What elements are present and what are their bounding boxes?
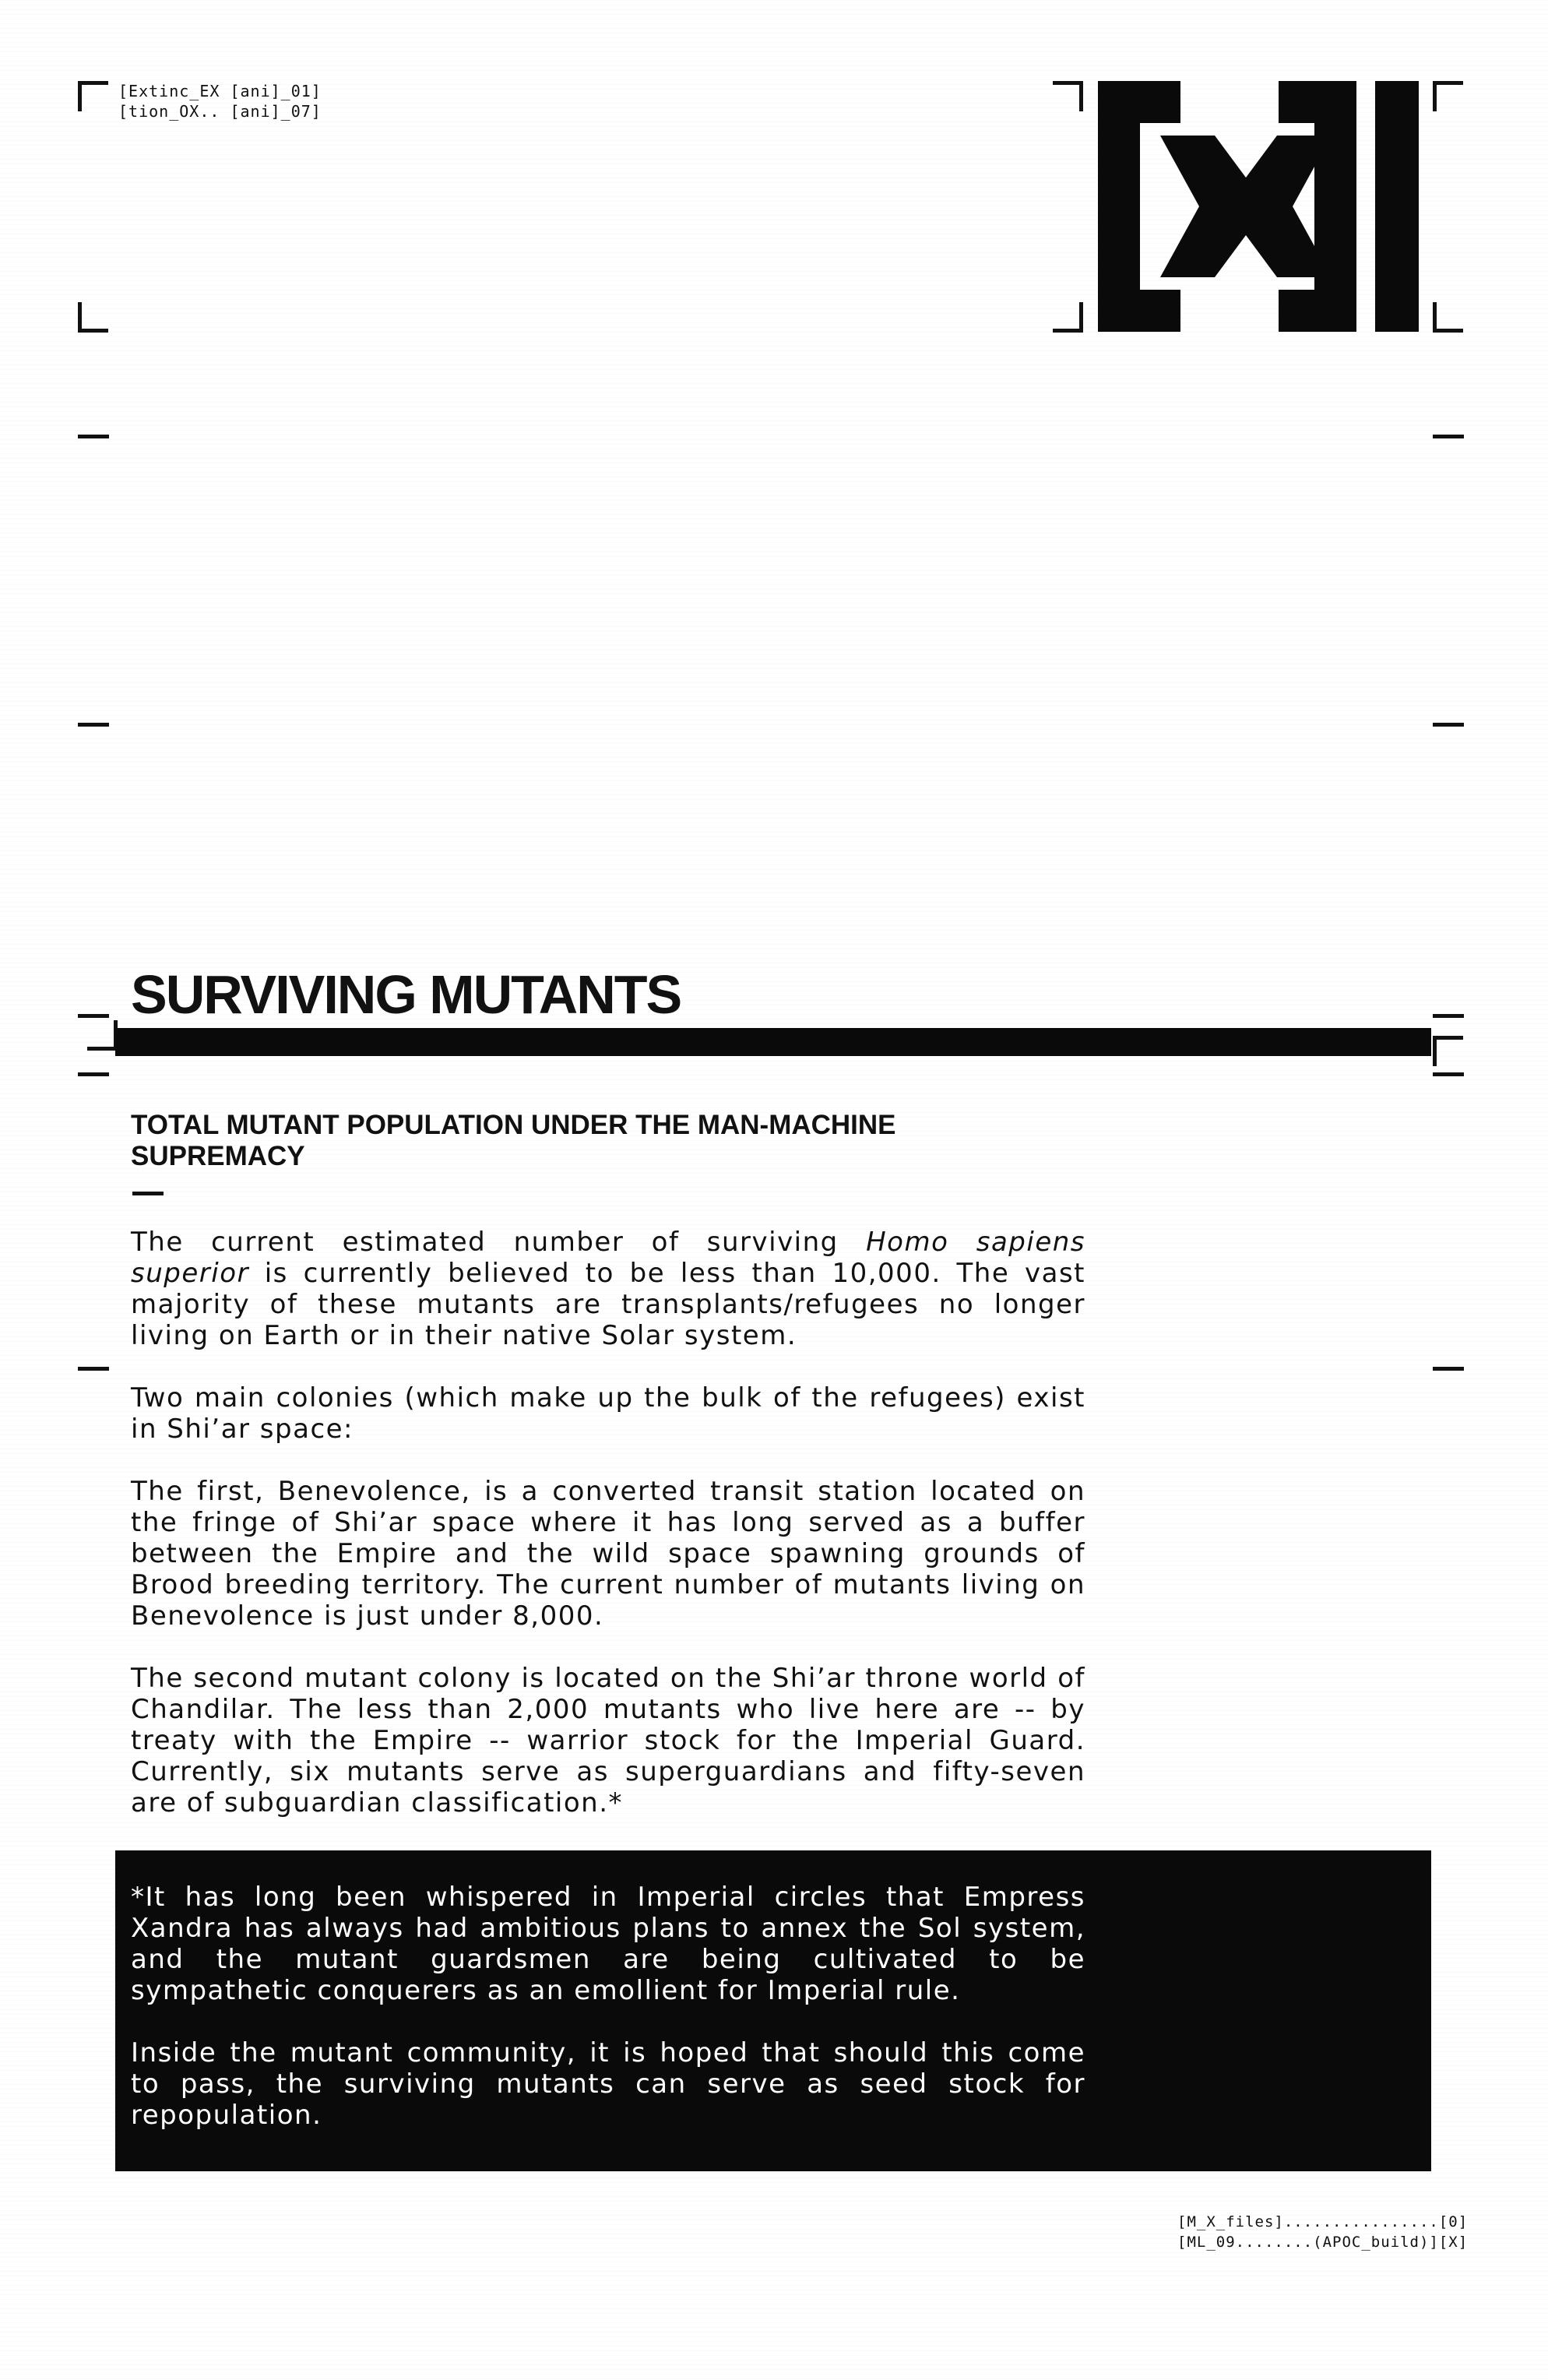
x-bracket-logo [1098, 81, 1419, 332]
margin-tick [78, 723, 109, 727]
corner-bracket-logo-bottom [1053, 302, 1083, 333]
body-paragraph-1-rest: is currently believed to be less than 10,000. The vast majority of these mutants are transplants/refugees no longer living on Earth or in their native Solar system. [131, 1258, 1085, 1351]
corner-bracket-top-right [1433, 81, 1463, 111]
title-bar [115, 1028, 1431, 1056]
footer-code [1177, 2212, 1468, 2252]
margin-tick [1433, 1014, 1464, 1018]
margin-tick [1433, 435, 1464, 438]
header-code [118, 81, 322, 121]
corner-bracket-mid-right [1433, 302, 1463, 333]
corner-bracket-logo-top [1053, 81, 1083, 111]
margin-tick [78, 1367, 109, 1371]
margin-tick [78, 1072, 109, 1076]
species-name: Homo sapiens superior [131, 1227, 1085, 1289]
corner-bracket-top-left [78, 81, 108, 111]
header-code-line-1: [Extinc_EX [ani]_01] [118, 82, 322, 100]
body-paragraph-3: The first, Benevolence, is a converted transit station located on the fringe of Shi’ar space where it has long served as a buffer between the Empire and the wild space spawning grounds of Brood breeding territory. The current number of mutants living on Benevolence is just under 8,000. [131, 1476, 1085, 1632]
body-paragraph-1 [131, 1227, 1085, 1351]
footnote-paragraph-1: *It has long been whispered in Imperial circles that Empress Xandra has always had ambitious plans to annex the Sol system, and the mutant guardsmen are being cultivated to be sympathetic conquerers as an emollient for Imperial rule. [131, 1882, 1085, 2006]
logo-x-mark [1160, 136, 1332, 277]
footnote-paragraph-2: Inside the mutant community, it is hoped that should this come to pass, the surviving mutants can serve as seed stock for repopulation. [131, 2037, 1085, 2131]
logo-right-bracket-spine [1314, 81, 1356, 332]
footnote-box [115, 1850, 1431, 2171]
body-paragraph-4: The second mutant colony is located on the Shi’ar throne world of Chandilar. The less than 2,000 mutants who live here are -- by treaty with the Empire -- warrior stock for the Imperial Guard. Currently, six mutants serve as superguardians and fifty-seven are of subguardian classification.* [131, 1663, 1085, 1818]
margin-tick [1433, 1367, 1464, 1371]
section-subhead: TOTAL MUTANT POPULATION UNDER THE MAN-MACHINE SUPREMACY [131, 1110, 896, 1171]
margin-tick [1433, 1072, 1464, 1076]
margin-tick [78, 435, 109, 438]
logo-left-bracket-top [1098, 81, 1180, 123]
corner-bracket-title-right [1433, 1036, 1463, 1066]
corner-bracket-title-left [87, 1020, 118, 1051]
header-code-line-2: [tion_OX.. [ani]_07] [118, 102, 322, 121]
body-paragraph-2: Two main colonies (which make up the bulk of the refugees) exist in Shi’ar space: [131, 1382, 1085, 1445]
logo-right-bar [1375, 81, 1419, 332]
margin-tick [78, 1014, 109, 1018]
logo-left-bracket-bottom [1098, 290, 1180, 332]
footnote-text [131, 1882, 1085, 2131]
body-paragraph-1-intro: The current estimated number of surviving [131, 1227, 867, 1258]
footer-code-line-2: [ML_09........(APOC_build)][X] [1177, 2234, 1469, 2251]
body-text [131, 1227, 1085, 1818]
page-title: SURVIVING MUTANTS [131, 964, 681, 1025]
footer-code-line-1: [M_X_files]................[0] [1177, 2213, 1469, 2230]
corner-bracket-mid-left [78, 302, 108, 333]
margin-tick [1433, 723, 1464, 727]
subhead-dash [132, 1192, 164, 1195]
